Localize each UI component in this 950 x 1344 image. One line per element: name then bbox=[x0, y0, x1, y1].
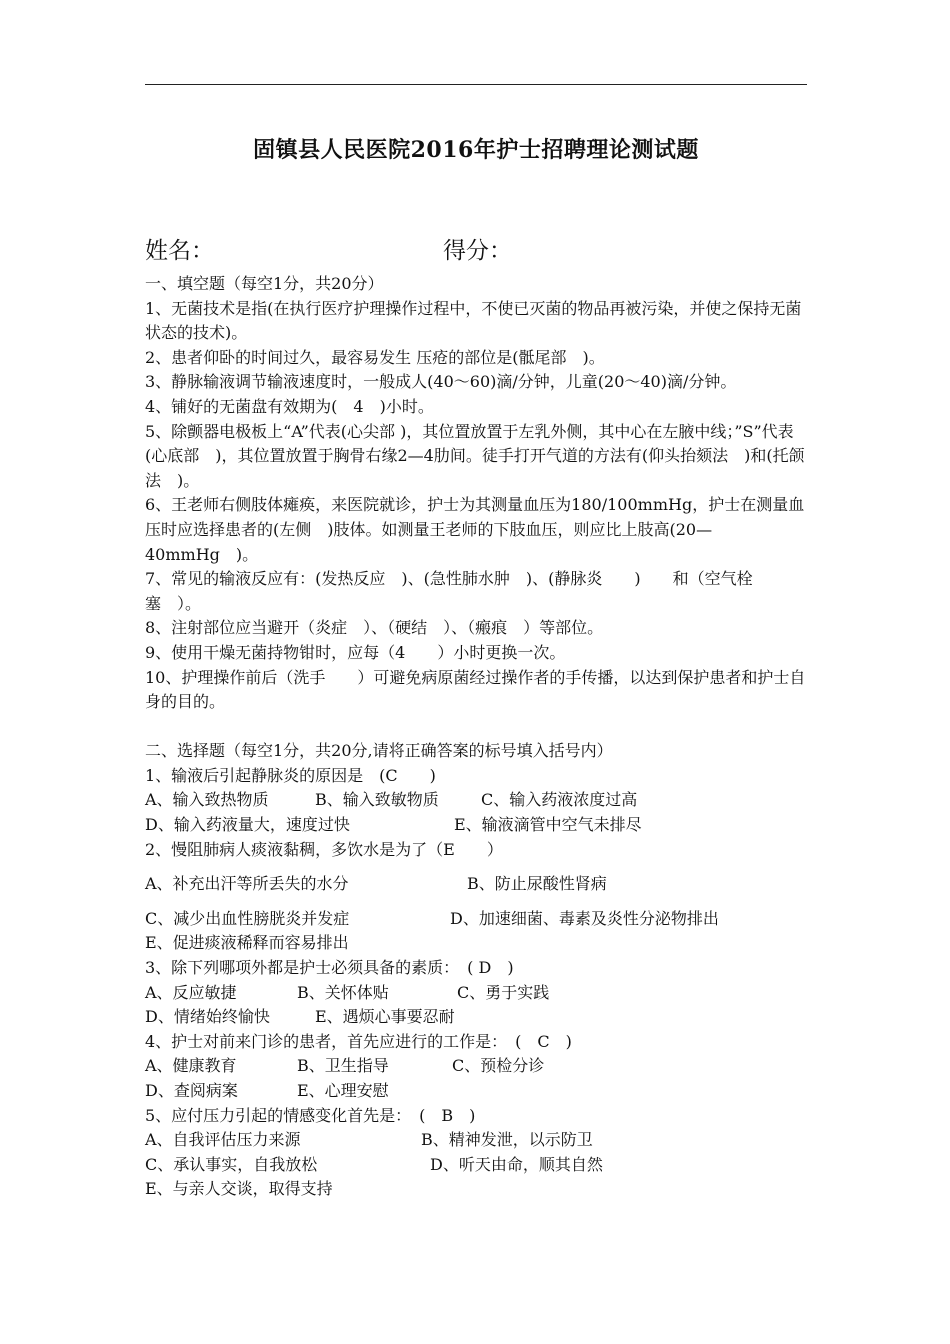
fill-item: 3、静脉输液调节输液速度时，一般成人(40～60)滴/分钟，儿童(20～40)滴/分钟。 bbox=[145, 372, 737, 392]
option-row bbox=[145, 1005, 807, 1030]
option-row bbox=[145, 1128, 807, 1153]
fill-item: 4、铺好的无菌盘有效期为( 4 )小时。 bbox=[145, 396, 434, 416]
fill-item: 2、患者仰卧的时间过久，最容易发生 压疮的部位是(骶尾部 )。 bbox=[145, 347, 605, 367]
exam-body bbox=[145, 272, 807, 1202]
option-a: A、反应敏捷 bbox=[145, 982, 237, 1002]
option-e: E、与亲人交谈，取得支持 bbox=[145, 1179, 333, 1199]
option-d: D、情绪始终愉快 bbox=[145, 1007, 270, 1027]
option-b: B、输入致敏物质 bbox=[315, 790, 439, 810]
fill-item: 6、王老师右侧肢体瘫痪，来医院就诊，护士为其测量血压为180/100mmHg，护士在测量血压时应选择患者的(左侧 )肢体。如测量王老师的下肢血压，则应比上肢高(20—40mmHg )。 bbox=[145, 495, 805, 564]
question-stem: 2、慢阻肺病人痰液黏稠，多饮水是为了（E ） bbox=[145, 839, 503, 859]
question-stem: 1、输液后引起静脉炎的原因是 (C ) bbox=[145, 765, 436, 785]
option-spacer bbox=[145, 897, 807, 907]
option-row bbox=[145, 1153, 807, 1178]
option-e: E、遇烦心事要忍耐 bbox=[315, 1007, 455, 1027]
option-a: A、自我评估压力来源 bbox=[145, 1130, 301, 1150]
option-d: D、查阅病案 bbox=[145, 1081, 238, 1100]
option-e: E、输液滴管中空气未排尽 bbox=[454, 815, 642, 835]
name-label: 姓名： bbox=[145, 238, 214, 264]
fill-item: 10、护理操作前后（洗手 ）可避免病原菌经过操作者的手传播，以达到保护患者和护士自身的目的。 bbox=[145, 667, 806, 712]
fill-item: 8、注射部位应当避开（炎症 ）、（硬结 ）、（瘢痕 ）等部位。 bbox=[145, 618, 604, 638]
option-b: B、防止尿酸性肾病 bbox=[467, 874, 607, 894]
option-b: B、卫生指导 bbox=[297, 1056, 389, 1076]
name-score-row bbox=[145, 232, 807, 266]
fill-item: 1、无菌技术是指(在执行医疗护理操作过程中，不使已灭菌的物品再被污染，并使之保持无菌状态的技术)。 bbox=[145, 298, 802, 343]
question-stem: 4、护士对前来门诊的患者，首先应进行的工作是： ( C ) bbox=[145, 1031, 572, 1051]
section-spacer bbox=[145, 715, 807, 740]
option-d: D、输入药液量大，速度过快 bbox=[145, 815, 350, 835]
fill-item: 7、常见的输液反应有：(发热反应 )、(急性肺水肿 )、(静脉炎 ) 和（空气栓塞 ）。 bbox=[145, 569, 753, 613]
option-a: A、健康教育 bbox=[145, 1056, 237, 1076]
section1-heading: 一、填空题（每空1分，共20分） bbox=[145, 274, 384, 293]
header-rule bbox=[145, 84, 807, 85]
option-row bbox=[145, 1177, 807, 1202]
option-row bbox=[145, 813, 807, 838]
option-spacer bbox=[145, 862, 807, 872]
option-row bbox=[145, 981, 807, 1006]
option-row bbox=[145, 788, 807, 813]
score-label: 得分： bbox=[443, 238, 512, 264]
option-row bbox=[145, 931, 807, 956]
option-row bbox=[145, 907, 807, 932]
fill-item: 5、除颤器电极板上“A”代表(心尖部 )，其位置放置于左乳外侧，其中心在左腋中线；”S”代表(心底部 )，其位置放置于胸骨右缘2—4肋间。徒手打开气道的方法有(仰头抬颏法 )和(托颌法 )。 bbox=[145, 421, 805, 490]
option-d: D、加速细菌、毒素及炎性分泌物排出 bbox=[450, 908, 719, 928]
option-a: A、补充出汗等所丢失的水分 bbox=[145, 874, 349, 894]
option-row bbox=[145, 872, 807, 897]
option-row bbox=[145, 1079, 807, 1104]
section2-heading: 二、选择题（每空1分，共20分,请将正确答案的标号填入括号内） bbox=[145, 741, 613, 761]
option-row bbox=[145, 1054, 807, 1079]
option-a: A、输入致热物质 bbox=[145, 790, 269, 810]
option-e: E、促进痰液稀释而容易排出 bbox=[145, 933, 349, 953]
option-d: D、听天由命，顺其自然 bbox=[430, 1154, 603, 1174]
fill-item: 9、使用干燥无菌持物钳时，应每（4 ）小时更换一次。 bbox=[145, 642, 566, 662]
option-c: C、预检分诊 bbox=[452, 1056, 545, 1076]
exam-title: 固镇县人民医院2016年护士招聘理论测试题 bbox=[253, 137, 699, 163]
option-c: C、减少出血性膀胱炎并发症 bbox=[145, 908, 350, 928]
option-b: B、关怀体贴 bbox=[297, 982, 389, 1002]
option-b: B、精神发泄，以示防卫 bbox=[421, 1130, 593, 1150]
option-c: C、勇于实践 bbox=[457, 982, 550, 1002]
option-c: C、承认事实，自我放松 bbox=[145, 1154, 318, 1174]
option-e: E、心理安慰 bbox=[297, 1081, 389, 1100]
question-stem: 5、应付压力引起的情感变化首先是： ( B ) bbox=[145, 1105, 476, 1125]
question-stem: 3、除下列哪项外都是护士必须具备的素质： ( D ) bbox=[145, 958, 514, 978]
option-c: C、输入药液浓度过高 bbox=[481, 790, 638, 810]
